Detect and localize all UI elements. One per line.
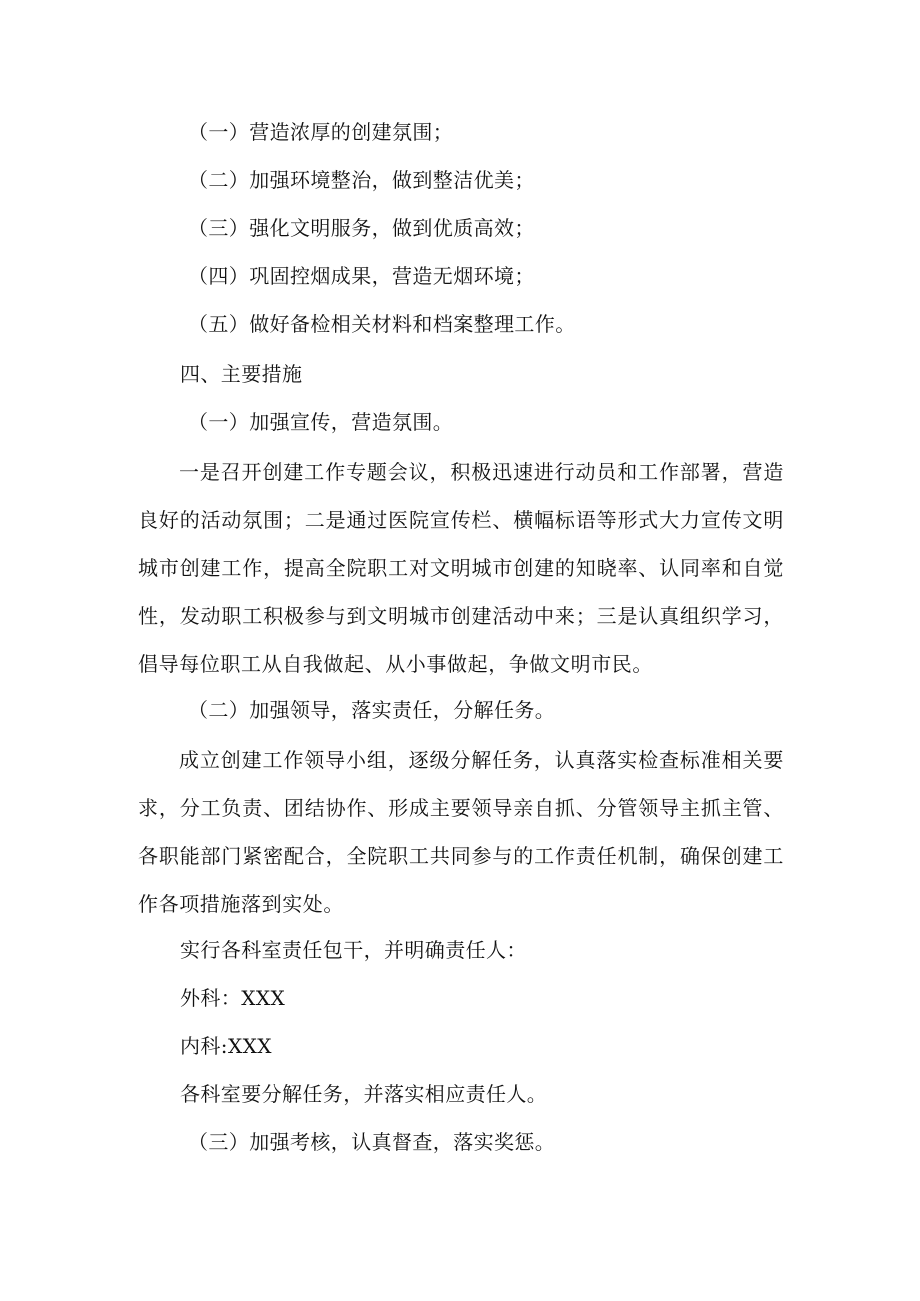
goal-item-2: （二）加强环境整治，做到整洁优美；	[188, 168, 535, 192]
goal-item-3: （三）强化文明服务，做到优质高效；	[188, 216, 535, 240]
dept-surgery: 外科：XXX	[180, 986, 286, 1010]
responsibility-intro: 实行各科室责任包干，并明确责任人：	[180, 938, 527, 962]
measure-1-heading: （一）加强宣传，营造氛围。	[188, 410, 454, 434]
goal-item-5: （五）做好备检相关材料和档案整理工作。	[188, 312, 576, 336]
measure-3-heading: （三）加强考核，认真督查，落实奖惩。	[188, 1130, 556, 1154]
dept-internal: 内科:XXX	[180, 1034, 272, 1058]
measure-1-paragraph: 一是召开创建工作专题会议，积极迅速进行动员和工作部署，营造良好的活动氛围；二是通过医院宣传栏、横幅标语等形式大力宣传文明城市创建工作，提高全院职工对文明城市创建的知晓率、认同率和自觉性，发动职工积极参与到文明城市创建活动中来；三是认真组织学习，倡导每位职工从自我做起、从小事做起，争做文明市民。	[138, 460, 784, 676]
responsibility-note: 各科室要分解任务，并落实相应责任人。	[180, 1082, 548, 1106]
measure-2-heading: （二）加强领导，落实责任，分解任务。	[188, 698, 556, 722]
goal-item-1: （一）营造浓厚的创建氛围；	[188, 120, 454, 144]
section-heading: 四、主要措施	[180, 362, 303, 386]
goal-item-4: （四）巩固控烟成果，营造无烟环境；	[188, 264, 535, 288]
measure-2-paragraph: 成立创建工作领导小组，逐级分解任务，认真落实检查标准相关要求，分工负责、团结协作、形成主要领导亲自抓、分管领导主抓主管、各职能部门紧密配合，全院职工共同参与的工作责任机制，确保创建工作各项措施落到实处。	[138, 748, 784, 916]
